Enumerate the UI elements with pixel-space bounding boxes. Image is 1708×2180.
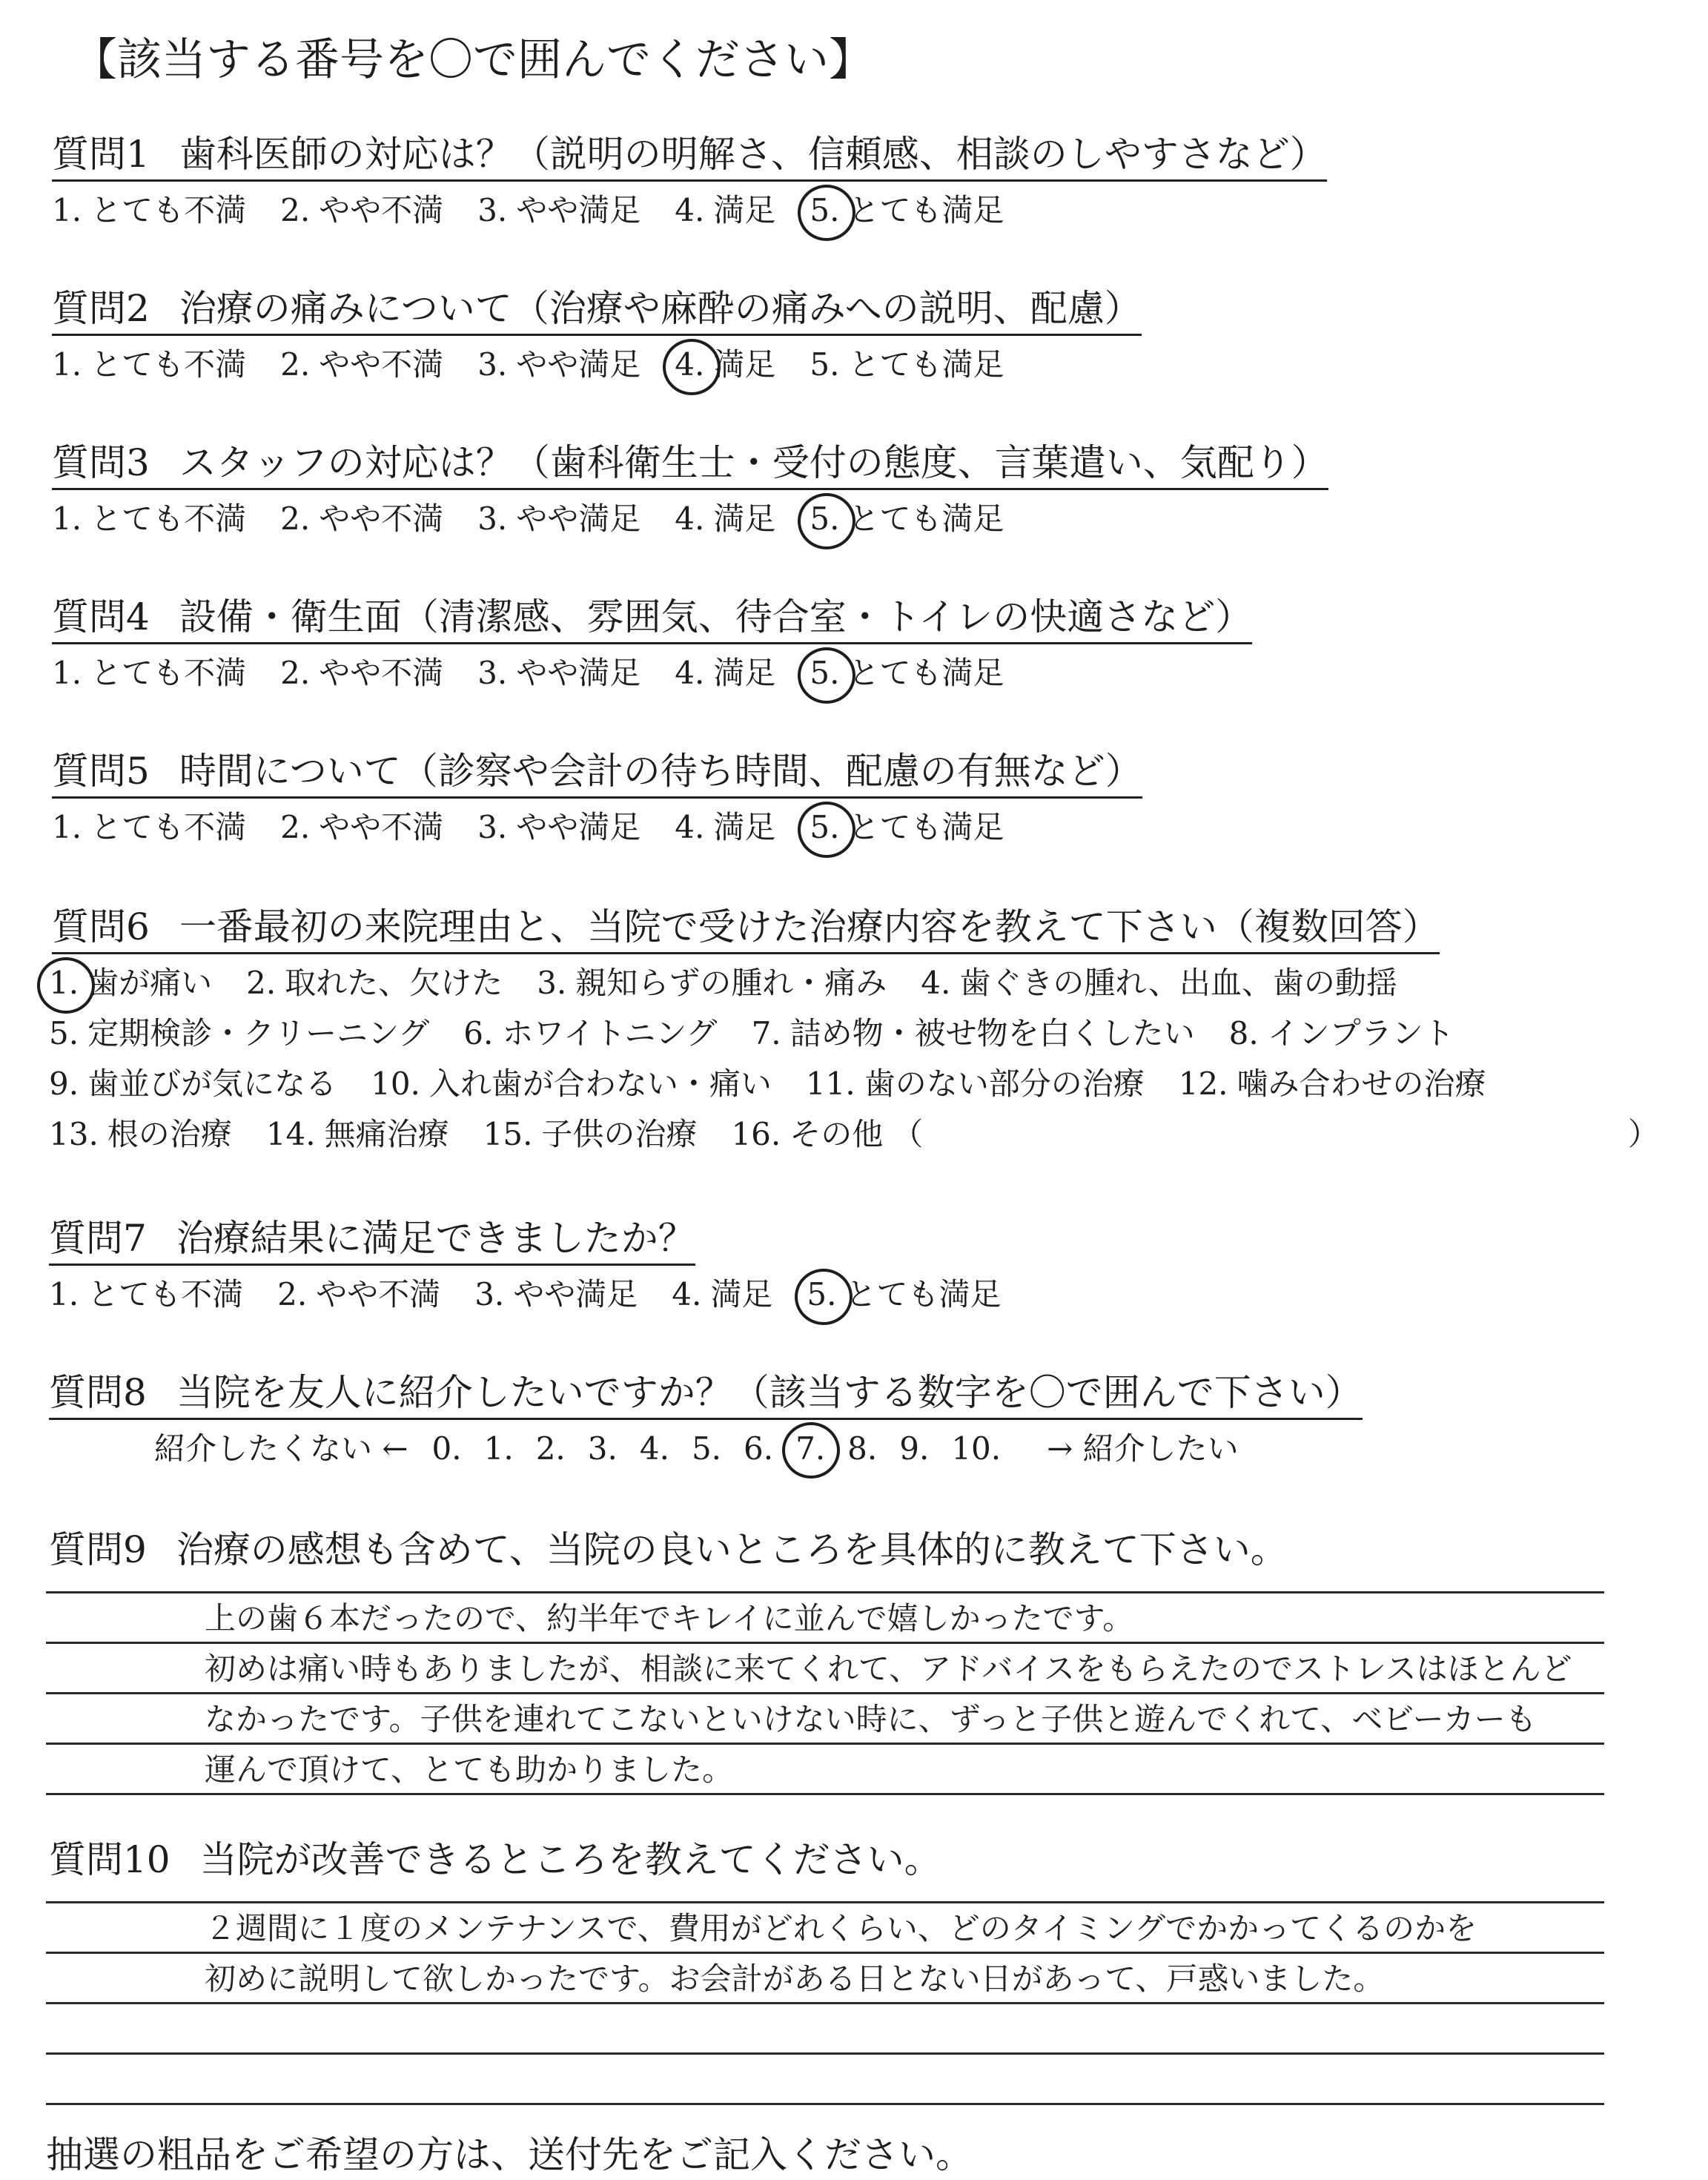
- option-number: 5.: [810, 346, 840, 383]
- question-text: 一番最初の来院理由と、当院で受けた治療内容を教えて下さい（複数回答）: [179, 905, 1440, 948]
- option-label: やや満足: [516, 655, 641, 691]
- option-label: やや満足: [516, 501, 641, 537]
- question-text: 時間について（診察や会計の待ち時間、配慮の有無など）: [179, 750, 1142, 793]
- selected-option[interactable]: [49, 962, 212, 1004]
- option-number: 1.: [49, 1276, 79, 1312]
- option-number: 2.: [280, 501, 311, 537]
- option-number: 1.: [49, 965, 79, 1001]
- option-number: 7.: [751, 1015, 781, 1051]
- option-number: 3.: [477, 809, 508, 845]
- other-paren-close: ）: [1628, 1116, 1660, 1152]
- option-number: 1.: [483, 1430, 514, 1467]
- option-number: 7.: [795, 1430, 826, 1467]
- scale-value[interactable]: [899, 1428, 929, 1470]
- option-number: 3.: [477, 655, 508, 691]
- question-6-title: [52, 905, 1440, 954]
- option[interactable]: [477, 653, 640, 694]
- question-1-options: [52, 190, 1038, 231]
- option-label: 取れた、欠けた: [285, 965, 503, 1001]
- option[interactable]: [672, 1274, 772, 1315]
- option[interactable]: [477, 190, 640, 231]
- other-paren-open: （: [892, 1116, 924, 1152]
- option-label: とても不満: [90, 655, 247, 691]
- option-label: 入れ歯が合わない・痛い: [428, 1066, 772, 1102]
- option[interactable]: [277, 1274, 440, 1315]
- option[interactable]: [49, 1274, 243, 1315]
- option-label: 満足: [713, 501, 776, 537]
- page-header: 【該当する番号を〇で囲んでください】: [73, 34, 873, 86]
- question-2-title: [52, 286, 1142, 336]
- question-4-title: [52, 595, 1252, 644]
- question-6-row-2: [49, 1013, 1489, 1054]
- option[interactable]: [266, 1114, 449, 1155]
- option-number: 14.: [265, 1116, 316, 1152]
- selected-scale-value[interactable]: [795, 1428, 825, 1470]
- option-label: やや不満: [319, 655, 444, 691]
- option[interactable]: [675, 498, 775, 540]
- question-text: 当院が改善できるところを教えてください。: [199, 1838, 941, 1881]
- option-number: 2.: [280, 655, 311, 691]
- option-number: 15.: [483, 1116, 533, 1152]
- option-number: 3.: [587, 1430, 618, 1467]
- answer-line: [46, 1901, 1604, 1903]
- option-label: その他: [790, 1116, 884, 1152]
- option-label: とても不満: [90, 192, 247, 228]
- option-number: 2.: [246, 965, 277, 1001]
- question-5-options: [52, 807, 1038, 848]
- option[interactable]: [49, 1013, 429, 1054]
- question-label: 質問3: [52, 441, 150, 484]
- option-number: 3.: [537, 965, 567, 1001]
- scale-value[interactable]: [536, 1428, 566, 1470]
- option-number: 4.: [675, 501, 705, 537]
- option-number: 3.: [477, 346, 508, 383]
- option-label: 満足: [713, 192, 776, 228]
- option[interactable]: [49, 1114, 232, 1155]
- option[interactable]: [52, 190, 246, 231]
- selected-option[interactable]: [807, 1274, 1001, 1315]
- question-label: 質問10: [49, 1838, 171, 1881]
- option-label: 歯ぐきの腫れ、出血、歯の動揺: [959, 965, 1397, 1001]
- scale-value[interactable]: [432, 1428, 462, 1470]
- option[interactable]: [477, 807, 640, 848]
- question-5-title: [52, 749, 1142, 799]
- option-number: 4.: [672, 1276, 702, 1312]
- option-number: 5.: [810, 809, 840, 845]
- selected-option[interactable]: [810, 653, 1004, 694]
- option[interactable]: [483, 1114, 698, 1155]
- option-number: 1.: [52, 655, 82, 691]
- question-9-title: [49, 1527, 1288, 1575]
- option[interactable]: [1229, 1013, 1454, 1054]
- option-label: とても満足: [848, 655, 1004, 691]
- option-label: やや満足: [516, 346, 641, 383]
- option-number: 0.: [431, 1430, 462, 1467]
- footer-instruction: 抽選の粗品をご希望の方は、送付先をご記入ください。: [46, 2133, 973, 2176]
- question-label: 質問5: [52, 750, 150, 793]
- option-number: 16.: [731, 1116, 781, 1152]
- question-8-scale: [154, 1428, 1239, 1470]
- option[interactable]: [477, 344, 640, 386]
- option-number: 4.: [675, 192, 705, 228]
- scale-value[interactable]: [744, 1428, 773, 1470]
- question-text: 治療結果に満足できましたか？: [176, 1217, 695, 1260]
- answer-line: [46, 1793, 1604, 1795]
- option[interactable]: [280, 344, 443, 386]
- option[interactable]: [477, 498, 640, 540]
- option[interactable]: [537, 962, 887, 1004]
- option-number: 3.: [477, 192, 508, 228]
- question-6-row-1: [49, 962, 1431, 1004]
- question-1-title: [52, 132, 1327, 182]
- option[interactable]: [52, 653, 246, 694]
- question-text: 設備・衛生面（清潔感、雰囲気、待合室・トイレの快適さなど）: [179, 595, 1253, 638]
- option-number: 13.: [49, 1116, 99, 1152]
- question-7-title: [49, 1216, 695, 1266]
- option-label: やや不満: [319, 501, 444, 537]
- option-label: やや満足: [516, 192, 641, 228]
- option-number: 2.: [280, 192, 311, 228]
- option-number: 11.: [805, 1066, 855, 1102]
- option[interactable]: [463, 1013, 717, 1054]
- option-number: 2.: [535, 1430, 566, 1467]
- option-label: やや不満: [316, 1276, 441, 1312]
- question-text: スタッフの対応は？（歯科衛生士・受付の態度、言葉遣い、気配り）: [179, 441, 1328, 484]
- question-label: 質問6: [52, 905, 150, 948]
- option-label: とても不満: [90, 346, 247, 383]
- option-number: 3.: [474, 1276, 505, 1312]
- option-label: 歯並びが気になる: [87, 1066, 337, 1102]
- option-number: 4.: [675, 346, 705, 383]
- question-label: 質問8: [49, 1371, 147, 1414]
- option-number: 8.: [847, 1430, 878, 1467]
- question-label: 質問7: [49, 1217, 147, 1260]
- option-number: 4.: [675, 655, 705, 691]
- option-label: ホワイトニング: [502, 1015, 718, 1051]
- selected-option[interactable]: [810, 807, 1004, 848]
- option[interactable]: [731, 1114, 923, 1155]
- option-label: 定期検診・クリーニング: [87, 1015, 430, 1051]
- option-number: 2.: [280, 809, 311, 845]
- option-label: やや不満: [319, 346, 444, 383]
- answer-line: [46, 2103, 1604, 2105]
- option-number: 5.: [810, 655, 840, 691]
- option-label: やや不満: [319, 809, 444, 845]
- option-label: とても不満: [90, 809, 247, 845]
- question-10-title: [49, 1837, 941, 1885]
- option-number: 5.: [691, 1430, 722, 1467]
- option-number: 9.: [49, 1066, 79, 1102]
- option-number: 6.: [744, 1430, 774, 1467]
- question-4-options: [52, 653, 1038, 694]
- option-label: とても満足: [848, 809, 1004, 845]
- option[interactable]: [280, 807, 443, 848]
- question-label: 質問1: [52, 133, 150, 176]
- option-label: とても満足: [848, 346, 1004, 383]
- option[interactable]: [921, 962, 1397, 1004]
- option-number: 10.: [951, 1430, 1002, 1467]
- option-label: 満足: [713, 655, 776, 691]
- handwritten-answer: ２週間に１度のメンテナンスで、費用がどれくらい、どのタイミングでかかってくるのかを: [205, 1910, 1477, 1946]
- option-label: インプラント: [1267, 1015, 1454, 1051]
- option-number: 2.: [277, 1276, 308, 1312]
- option-number: 8.: [1228, 1015, 1259, 1051]
- option-label: 歯が痛い: [87, 965, 213, 1001]
- question-7-options: [49, 1274, 1035, 1315]
- option-number: 12.: [1178, 1066, 1228, 1102]
- handwritten-answer: 初めに説明して欲しかったです。お会計がある日とない日があって、戸惑いました。: [205, 1961, 1385, 1997]
- scale-value[interactable]: [847, 1428, 877, 1470]
- option-label: とても満足: [845, 1276, 1002, 1312]
- answer-line: [46, 1642, 1604, 1644]
- option-number: 4.: [921, 965, 951, 1001]
- option-number: 1.: [52, 809, 82, 845]
- scale-value[interactable]: [484, 1428, 514, 1470]
- question-6-row-3: [49, 1063, 1520, 1105]
- option-label: 詰め物・被せ物を白くしたい: [790, 1015, 1195, 1051]
- option[interactable]: [474, 1274, 638, 1315]
- option-label: 満足: [713, 809, 776, 845]
- option-number: 1.: [52, 346, 82, 383]
- option-number: 1.: [52, 501, 82, 537]
- option[interactable]: [52, 498, 246, 540]
- option-label: とても不満: [87, 1276, 244, 1312]
- option-number: 4.: [675, 809, 705, 845]
- scale-value[interactable]: [692, 1428, 721, 1470]
- question-text: 治療の感想も含めて、当院の良いところを具体的に教えて下さい。: [176, 1528, 1288, 1571]
- option-label: 満足: [710, 1276, 773, 1312]
- question-6-row-4: [49, 1114, 1660, 1155]
- option-label: とても不満: [90, 501, 247, 537]
- question-label: 質問9: [49, 1528, 147, 1571]
- option[interactable]: [49, 1063, 337, 1105]
- option-number: 10.: [371, 1066, 420, 1102]
- answer-line: [46, 2052, 1604, 2055]
- question-8-title: [49, 1370, 1363, 1420]
- option[interactable]: [280, 653, 443, 694]
- option-label: とても満足: [848, 192, 1004, 228]
- option[interactable]: [280, 190, 443, 231]
- selected-option[interactable]: [675, 344, 775, 386]
- selected-option[interactable]: [810, 498, 1004, 540]
- option-number: 3.: [477, 501, 508, 537]
- question-label: 質問2: [52, 287, 150, 330]
- option[interactable]: [52, 807, 246, 848]
- handwritten-answer: 運んで頂けて、とても助かりました。: [205, 1751, 734, 1788]
- option-label: 無痛治療: [324, 1116, 449, 1152]
- scale-value[interactable]: [588, 1428, 618, 1470]
- answer-line: [46, 2002, 1604, 2004]
- question-text: 治療の痛みについて（治療や麻酔の痛みへの説明、配慮）: [179, 287, 1142, 330]
- option-number: 2.: [280, 346, 311, 383]
- option-number: 6.: [463, 1015, 494, 1051]
- option-label: 満足: [713, 346, 776, 383]
- option[interactable]: [280, 498, 443, 540]
- handwritten-answer: 上の歯６本だったので、約半年でキレイに並んで嬉しかったです。: [205, 1600, 1134, 1636]
- option[interactable]: [810, 344, 1004, 386]
- handwritten-answer: なかったです。子供を連れてこないといけない時に、ずっと子供と遊んでくれて、ベビーカーも: [205, 1701, 1537, 1737]
- answer-line: [46, 1692, 1604, 1694]
- option-label: 子供の治療: [541, 1116, 698, 1152]
- option[interactable]: [1179, 1063, 1486, 1105]
- option-label: 親知らずの腫れ・痛み: [575, 965, 887, 1001]
- option[interactable]: [675, 190, 775, 231]
- option-label: 噛み合わせの治療: [1237, 1066, 1486, 1102]
- option[interactable]: [806, 1063, 1145, 1105]
- option-number: 5.: [807, 1276, 837, 1312]
- scale-left-label: 紹介したくない ←: [154, 1430, 408, 1467]
- handwritten-answer: 初めは痛い時もありましたが、相談に来てくれて、アドバイスをもらえたのでストレスはほとんど: [205, 1651, 1572, 1687]
- answer-line: [46, 1591, 1604, 1593]
- question-2-options: [52, 344, 1038, 386]
- scale-value[interactable]: [640, 1428, 669, 1470]
- option[interactable]: [52, 344, 246, 386]
- option-number: 4.: [639, 1430, 669, 1467]
- question-text: 当院を友人に紹介したいですか？（該当する数字を〇で囲んで下さい）: [176, 1371, 1363, 1414]
- option-label: 歯のない部分の治療: [864, 1066, 1145, 1102]
- scale-numbers: [432, 1430, 1024, 1467]
- answer-line: [46, 1743, 1604, 1745]
- selected-option[interactable]: [810, 190, 1004, 231]
- question-3-title: [52, 440, 1328, 490]
- option-label: やや満足: [516, 809, 641, 845]
- option[interactable]: [675, 807, 775, 848]
- option-number: 1.: [52, 192, 82, 228]
- scale-right-label: → 紹介したい: [1047, 1430, 1239, 1467]
- scale-value[interactable]: [951, 1428, 1001, 1470]
- option-number: 5.: [810, 192, 840, 228]
- option-label: やや不満: [319, 192, 444, 228]
- question-label: 質問4: [52, 595, 150, 638]
- option-number: 5.: [810, 501, 840, 537]
- option[interactable]: [371, 1063, 772, 1105]
- option-label: とても満足: [848, 501, 1004, 537]
- option-label: やや満足: [513, 1276, 638, 1312]
- option-number: 5.: [49, 1015, 79, 1051]
- option[interactable]: [246, 962, 503, 1004]
- option[interactable]: [752, 1013, 1195, 1054]
- option-number: 9.: [899, 1430, 930, 1467]
- option-label: 根の治療: [107, 1116, 232, 1152]
- question-3-options: [52, 498, 1038, 540]
- answer-line: [46, 1952, 1604, 1954]
- option[interactable]: [675, 653, 775, 694]
- question-text: 歯科医師の対応は？（説明の明解さ、信頼感、相談のしやすさなど）: [179, 133, 1327, 176]
